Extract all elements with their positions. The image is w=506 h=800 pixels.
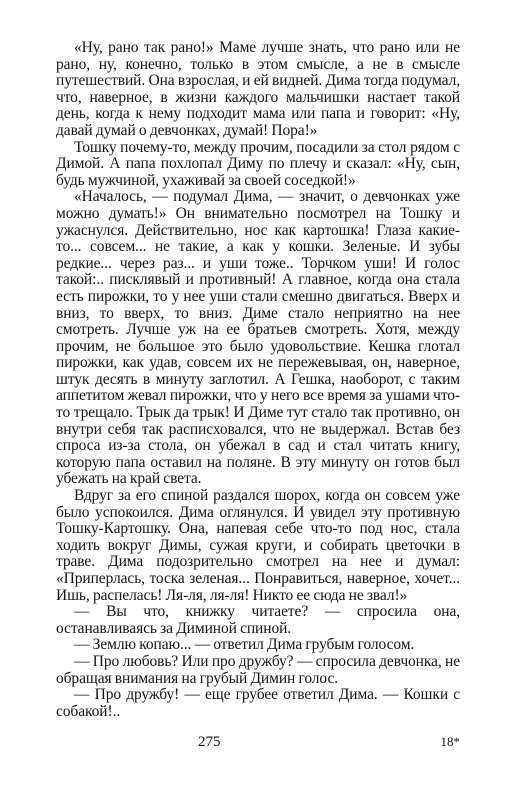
page-number: 275 [198,734,221,750]
paragraph: Тошку почему-то, между прочим, посадили за стол рядом с Димой. А папа похлопал Диму по плечу и сказал: «Ну, сын, будь мужчиной, ухаживай за своей соседкой!» [56,138,460,189]
book-page-text [56,40,460,720]
paragraph: — Про дружбу! — еще грубее ответил Дима. — Кошки с собакой!.. [56,686,460,720]
paragraph: «Началось, — подумал Дима, — значит, о девчонках уже можно думать!» Он внимательно посмотрел на Тошку и ужаснулся. Действительно, нос как картошка! Глаза какие-то... совсем... не такие, а как у кошки. Зеленые. И зубы редкие... через раз... и уши тоже.. Торчком уши! И голос такой:.. писклявый и противный! А главное, когда она стала есть пирожки, то у нее уши стали смешно двигаться. Вверх и вниз, то вверх, то вниз. Диме стало неприятно на нее смотреть. Лучше уж на ее братьев смотреть. Хотя, между прочим, не большое это было удовольствие. Кешка глотал пирожки, как удав, совсем их не пережевывая, он, наверное, штук десять в минуту заглотил. А Гешка, наоборот, с таким аппетитом жевал пирожки, что у него все время за ушами что-то трещало. Трык да трык! И Диме тут стало так противно, он внутри себя так расписховался, что не выдержал. Встав без спроса из-за стола, он убежал в сад и стал читать книгу, которую папа оставил на поляне. В эту минуту он готов был убежать на край света. [56,188,460,488]
paragraph: Вдруг за его спиной раздался шорох, когда он совсем уже было успокоился. Дима оглянулся. И увидел эту противную Тошку-Картошку. Она, напевая себе что-то под нос, стала ходить вокруг Димы, сужая круги, и собирать цветочки в траве. Дима подозрительно смотрел на нее и думал: «Приперлась, тоска зеленая... Понравиться, наверное, хочет... Ишь, распелась! Ля-ля, ля-ля! Никто ее сюда не звал!» [56,487,460,604]
paragraph: «Ну, рано так рано!» Маме лучше знать, что рано или не рано, ну, конечно, только в этом смысле, а не в смысле путешествий. Она взрослая, и ей видней. Дима тогда подумал, что, наверное, в жизни каждого мальчишки настает такой день, когда к нему подходит мама или папа и говорит: «Ну, давай думай о девчонках, думай! Пора!» [56,39,460,139]
paragraph: — Про любовь? Или про дружбу? — спросила девчонка, не обращая внимания на грубый Димин голос. [56,652,460,687]
paragraph: — Вы что, книжку читаете? — спросила она, останавливаясь за Диминой спиной. [56,603,460,637]
signature-mark: 18* [440,734,460,749]
paragraph: — Землю копаю... — ответил Дима грубым голосом. [74,636,415,654]
page-footer [56,734,460,754]
